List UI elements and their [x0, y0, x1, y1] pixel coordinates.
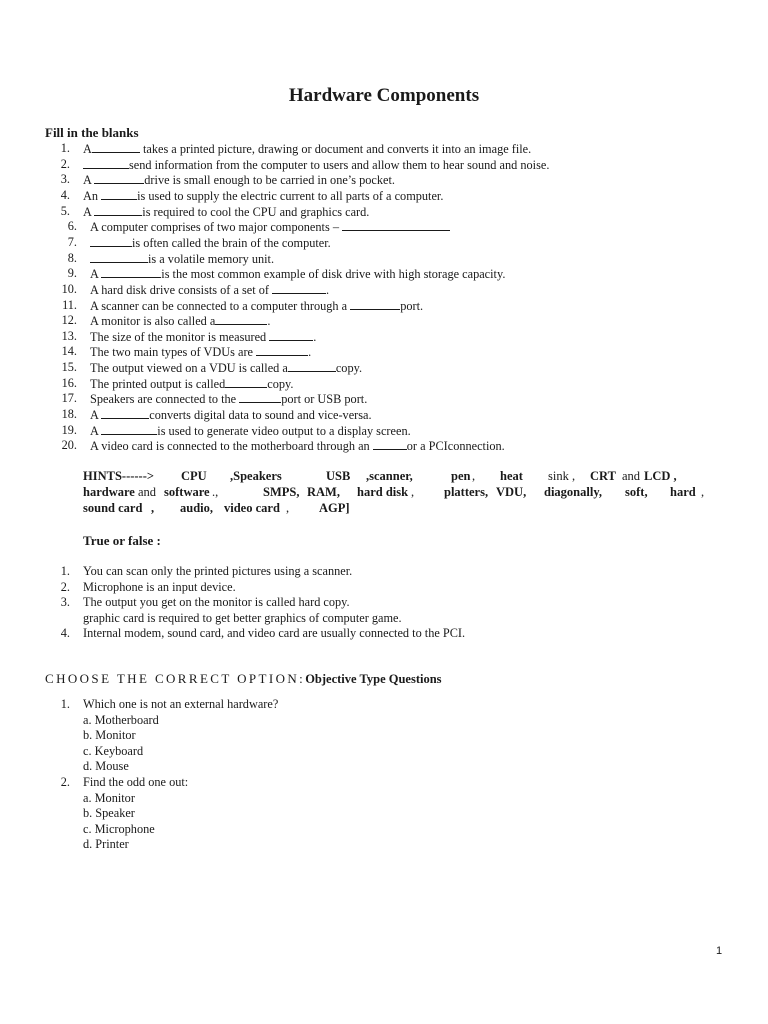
blank-line[interactable] [239, 391, 281, 403]
hint-word: LCD , [644, 469, 677, 483]
item-text: A [83, 204, 95, 219]
item-text: port. [400, 298, 424, 313]
fill-blank-item [90, 298, 423, 314]
answer-option[interactable]: d. Mouse [83, 759, 129, 774]
item-text: send information from the computer to users and allow them to hear sound and noise. [129, 157, 550, 172]
fill-blank-item [83, 188, 443, 204]
item-text: . [308, 345, 312, 360]
item-text: A [83, 142, 92, 156]
hint-word: video card [224, 501, 280, 515]
item-text: A computer comprises of two major components – [90, 220, 343, 235]
blank-line[interactable] [350, 298, 400, 310]
hint-word: VDU, [496, 485, 527, 499]
answer-option[interactable]: a. Monitor [83, 790, 135, 805]
true-false-item: Microphone is an input device. [83, 579, 236, 594]
hint-word: hard [670, 485, 696, 499]
document-title: Hardware Components [288, 85, 480, 106]
item-text: The printed output is called [90, 376, 226, 391]
question-number: 17. [61, 391, 77, 406]
question-number: 15. [61, 360, 77, 375]
question-number: 1. [60, 141, 70, 155]
fill-blank-item [90, 266, 505, 282]
fill-blank-item [90, 360, 362, 376]
question-number: 2. [60, 579, 70, 594]
hint-word: CPU [181, 469, 207, 483]
question-number: 11. [62, 297, 77, 312]
fill-blanks-heading: Fill in the blanks [45, 125, 139, 140]
question-number: 7. [67, 234, 77, 249]
item-text: . [267, 314, 271, 329]
answer-option[interactable]: b. Monitor [83, 728, 136, 743]
question-number: 18. [61, 407, 77, 422]
item-text: is the most common example of disk drive with high storage capacity. [161, 267, 506, 282]
item-text: A monitor is also called a [90, 314, 216, 329]
question-number: 6. [67, 219, 77, 234]
hint-word: audio, [180, 501, 214, 515]
question-number: 4. [60, 187, 70, 202]
blank-line[interactable] [101, 266, 161, 278]
blank-line[interactable] [342, 219, 450, 231]
blank-line[interactable] [272, 282, 326, 294]
answer-option[interactable]: d. Printer [83, 837, 129, 852]
item-text: A [90, 267, 102, 282]
hint-word: CRT [590, 469, 616, 483]
hint-word: ., [212, 485, 219, 499]
fill-blank-item [90, 407, 372, 423]
blank-line[interactable] [269, 329, 313, 341]
choose-heading: CHOOSE THE CORRECT OPTION: [45, 671, 306, 686]
answer-option[interactable]: b. Speaker [83, 806, 135, 821]
fill-blank-item [90, 235, 331, 251]
hint-word: , [151, 501, 155, 515]
true-false-heading: True or false : [83, 533, 161, 548]
item-text: A video card is connected to the motherboard through an [90, 439, 373, 454]
blank-line[interactable] [373, 438, 407, 450]
answer-option[interactable]: c. Microphone [83, 821, 155, 836]
item-text: converts digital data to sound and vice-versa. [149, 408, 372, 423]
fill-blank-item [90, 423, 411, 439]
hint-word: AGP] [319, 501, 350, 515]
question-text: Find the odd one out: [83, 775, 189, 789]
fill-blank-item [90, 344, 311, 360]
fill-blank-item [83, 172, 395, 188]
question-number: 20. [61, 438, 77, 453]
hint-word: and [138, 485, 157, 499]
hint-word: platters, [444, 485, 489, 499]
true-false-item: You can scan only the printed pictures using a scanner. [83, 564, 353, 578]
question-text: Which one is not an external hardware? [83, 697, 279, 711]
item-text: is a volatile memory unit. [148, 251, 275, 266]
hint-word: HINTS------> [83, 469, 155, 483]
fill-blank-item [90, 391, 367, 407]
hint-word: , [701, 485, 705, 499]
question-number: 8. [67, 250, 77, 265]
blank-line[interactable] [92, 141, 140, 153]
question-number: 1. [60, 697, 70, 711]
question-number: 3. [60, 595, 70, 610]
fill-blank-item [90, 219, 450, 235]
item-text: Speakers are connected to the [90, 392, 240, 407]
question-number: 14. [61, 344, 77, 359]
blank-line[interactable] [83, 157, 129, 169]
question-number: 9. [67, 266, 77, 281]
fill-blank-item [90, 251, 274, 267]
hint-word: sink , [548, 469, 576, 483]
hint-word: heat [500, 469, 523, 483]
hint-word: hard disk [357, 485, 409, 499]
blank-line[interactable] [225, 376, 267, 388]
fill-blank-item [90, 282, 329, 298]
question-number: 3. [60, 172, 70, 187]
blank-line[interactable] [256, 344, 308, 356]
fill-blank-item [83, 204, 369, 220]
answer-option[interactable]: a. Motherboard [83, 712, 159, 727]
true-false-item: graphic card is required to get better graphics of computer game. [83, 610, 402, 625]
true-false-item: Internal modem, sound card, and video card are usually connected to the PCI. [83, 626, 466, 641]
hint-word: diagonally, [544, 485, 603, 499]
item-text: An [83, 188, 102, 203]
question-number: 12. [61, 313, 77, 328]
blank-line[interactable] [90, 235, 132, 247]
item-text: or a PCIconnection. [406, 439, 505, 454]
blank-line[interactable] [101, 188, 137, 200]
question-number: 5. [60, 203, 70, 218]
item-text: copy. [335, 361, 363, 376]
question-number: 13. [61, 328, 77, 343]
question-number: 1. [60, 564, 70, 578]
hint-word: USB [326, 469, 351, 483]
blank-line[interactable] [94, 172, 144, 184]
item-text: The size of the monitor is measured [90, 329, 270, 344]
hint-word: and [622, 469, 641, 483]
page-number: 1 [716, 945, 723, 957]
hint-word: hardware [83, 485, 135, 499]
item-text: A [83, 173, 95, 188]
blank-line[interactable] [101, 407, 149, 419]
question-number: 19. [61, 422, 77, 437]
hint-word: ,scanner, [366, 469, 413, 483]
blank-line[interactable] [288, 360, 336, 372]
choose-heading-row [45, 670, 442, 688]
item-text: port or USB port. [281, 392, 368, 407]
choose-subheading: Objective Type Questions [305, 672, 442, 686]
fill-blank-item [83, 141, 531, 157]
item-text: A hard disk drive consists of a set of [90, 282, 273, 297]
blank-line[interactable] [101, 423, 157, 435]
hint-word: , [472, 469, 476, 483]
item-text: . [326, 282, 330, 297]
hint-word: sound card [83, 501, 143, 515]
hint-word: ,Speakers [230, 469, 282, 483]
fill-blank-item [90, 376, 293, 392]
item-text: A [90, 423, 102, 438]
item-text: A scanner can be connected to a computer through a [90, 298, 351, 313]
question-number: 2. [60, 156, 70, 171]
question-number: 16. [61, 375, 77, 390]
answer-option[interactable]: c. Keyboard [83, 743, 144, 758]
blank-line[interactable] [90, 251, 148, 263]
hint-word: pen [451, 469, 471, 483]
blank-line[interactable] [94, 204, 142, 216]
question-number: 4. [60, 626, 70, 641]
fill-blank-item [83, 157, 549, 173]
fill-blank-item [90, 329, 316, 345]
true-false-item: The output you get on the monitor is called hard copy. [83, 595, 350, 610]
question-number: 2. [60, 775, 70, 789]
fill-blank-item [90, 313, 270, 329]
item-text: The output viewed on a VDU is called a [90, 361, 288, 376]
item-text: is often called the brain of the computer. [132, 235, 331, 250]
question-number: 10. [61, 281, 77, 296]
item-text: is used to generate video output to a display screen. [157, 423, 411, 438]
item-text: copy. [267, 376, 294, 391]
hint-word: , [286, 501, 290, 515]
item-text: drive is small enough to be carried in one’s pocket. [144, 173, 395, 188]
blank-line[interactable] [215, 313, 267, 325]
item-text: is used to supply the electric current to all parts of a computer. [137, 188, 444, 203]
hint-word: soft, [625, 485, 648, 499]
item-text: The two main types of VDUs are [90, 345, 257, 360]
hint-word: RAM, [307, 485, 340, 499]
hint-word: SMPS, [263, 485, 300, 499]
item-text: A [90, 408, 102, 423]
item-text: is required to cool the CPU and graphics card. [142, 204, 370, 219]
fill-blank-item [90, 438, 505, 454]
hint-word: , [411, 485, 415, 499]
hint-word: software [164, 485, 210, 499]
item-text: takes a printed picture, drawing or document and converts it into an image file. [139, 142, 532, 156]
item-text: . [313, 329, 317, 344]
